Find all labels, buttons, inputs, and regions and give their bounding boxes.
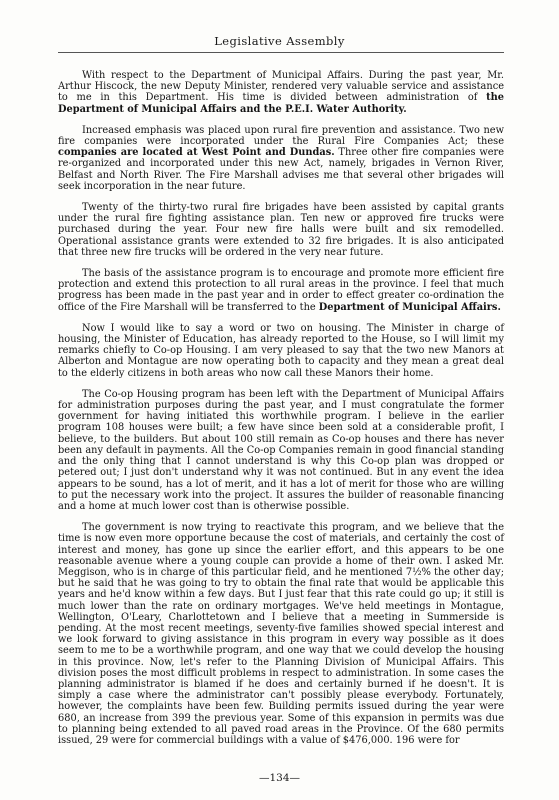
paragraph: The basis of the assistance program is to encourage and promote more efficient fire protection and extend this protection to all rural areas in the province. I feel that much progress has been made in the past year and in order to effect greater co-ordination the office of the Fire Marshall will be transferred to the Department of Municipal Affairs. xyxy=(58,268,504,313)
paragraph: With respect to the Department of Municipal Affairs. During the past year, Mr. Arthur Hiscock, the new Deputy Minister, rendered very valuable service and assistance to me in this Department. His time is divided between administration of the Department of Municipal Affairs and the P.E.I. Water Authority. xyxy=(58,70,504,115)
bold-phrase: Department of Municipal Affairs. xyxy=(318,301,501,313)
bold-phrase: the Department of Municipal Affairs and the P.E.I. Water Authority. xyxy=(58,92,504,115)
paragraph: Now I would like to say a word or two on housing. The Minister in charge of housing, the Minister of Education, has already reported to the House, so I will limit my remarks chiefly to Co-op Housing. I am very pleased to say that the two new Manors at Alberton and Montague are now operating both to capacity and they mean a great deal to the elderly citizens in both areas who now call these Manors their home. xyxy=(58,322,504,379)
paragraph: The government is now trying to reactivate this program, and we believe that the time is now even more opportune because the cost of materials, and certainly the cost of interest and money, has gone up since the earlier effort, and this appears to be one reasonable avenue where a young couple can provide a home of their own. I asked Mr. Meggison, who is in charge of this particular field, and he mentioned 7½% the other day; but he said that he was going to try to obtain the final rate that would be applicable this years and he'd know within a few days. But I just fear that this rate could go up; it still is much lower than the rate on ordinary mortgages. We've held meetings in Montague, Wellington, O'Leary, Charlottetown and I believe that a meeting in Summerside is pending. At the most recent meetings, seventy-five families showed special interest and we look forward to giving assistance in this program in every way possible as it does seem to me to be a worthwhile program, and one way that we could develop the housing in this province. Now, let's refer to the Planning Division of Municipal Affairs. This division poses the most difficult problems in respect to administration. In some cases the planning administrator is blamed if he does and certainly burned if he doesn't. It is simply a case where the administrator can't possibly please everybody. Fortunately, however, the complaints have been few. Building permits issued during the year were 680, an increase from 399 the previous year. Some of this expansion in permits was due to planning being extended to all paved road areas in the Province. Of the 680 permits issued, 29 were for commercial buildings with a value of $476,000. 196 were for xyxy=(58,522,504,746)
header-rule xyxy=(58,52,504,53)
page-number: —134— xyxy=(258,772,301,784)
page-body xyxy=(58,70,504,756)
paragraph: Twenty of the thirty-two rural fire brigades have been assisted by capital grants under the rural fire fighting assistance plan. Ten new or approved fire trucks were purchased during the year. Four new fire halls were built and six remodelled. Operational assistance grants were extended to 32 fire brigades. It is also anticipated that three new fire trucks will be ordered in the very near future. xyxy=(58,202,504,258)
bold-phrase: companies are located at West Point and Dundas. xyxy=(58,147,335,159)
paragraph: The Co-op Housing program has been left with the Department of Municipal Affairs for administration purposes during the past year, and I must congratulate the former government for having initiated this worthwhile program. I believe in the earlier program 108 houses were built; a few have since been sold at a considerable profit, I believe, to the builders. But about 100 still remain as Co-op houses and there has never been any default in payments. All the Co-op Companies remain in good financial standing and the only thing that I cannot understand is why this Co-op plan was dropped or petered out; I just don't understand why it was not continued. But in any event the idea appears to be sound, has a lot of merit, and it has a lot of merit for those who are willing to put the necessary work into the project. It assures the builder of reasonable financing and a home at much lower cost than is otherwise possible. xyxy=(58,388,504,512)
running-header: Legislative Assembly xyxy=(214,34,345,48)
paragraph: Increased emphasis was placed upon rural fire prevention and assistance. Two new fire companies were incorporated under the Rural Fire Companies Act; these companies are located at West Point and Dundas. Three other fire companies were re-organized and incorporated under this new Act, namely, brigades in Vernon River, Belfast and North River. The Fire Marshall advises me that several other brigades will seek incorporation in the near future. xyxy=(58,124,505,192)
